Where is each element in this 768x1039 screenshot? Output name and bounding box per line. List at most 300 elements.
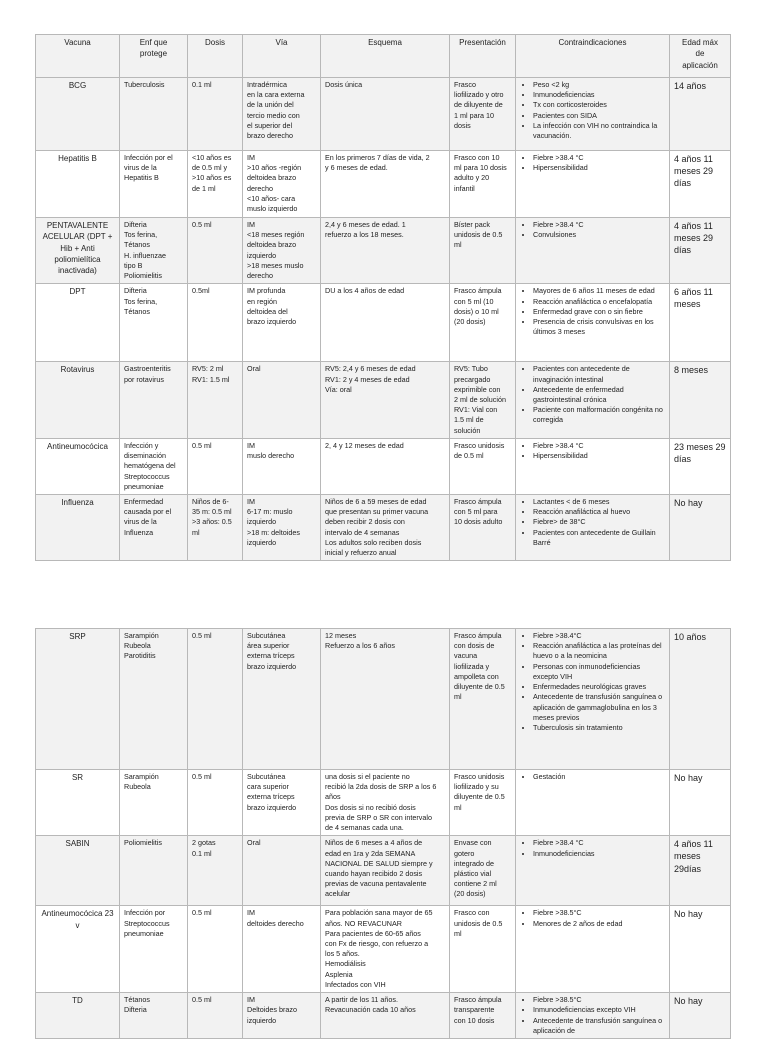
presentation-cell-line: Frasco ámpula: [454, 286, 502, 296]
disease-cell-line: Difteria: [124, 1005, 147, 1015]
presentation-cell-line: Frasco ámpula: [454, 631, 502, 640]
list-item: • Tx con corticosteroides: [533, 100, 665, 110]
route-cell-line: derecho: [247, 271, 273, 281]
schedule-cell: [321, 993, 450, 1039]
dose-cell-line: 0.5 ml: [192, 772, 212, 781]
contraindications-cell: [516, 836, 670, 906]
dose-cell-line: RV1: 1.5 ml: [192, 374, 230, 384]
disease-cell-line: Infección por: [124, 908, 166, 918]
schedule-cell-line: 2,4 y 6 meses de edad. 1: [325, 220, 406, 229]
disease-cell-line: Parotiditis: [124, 651, 156, 661]
schedule-cell-line: Para población sana mayor de 65: [325, 908, 433, 918]
list-item: • Gestación: [533, 772, 665, 782]
route-cell: [243, 362, 321, 439]
disease-cell-line: Rubeola: [124, 641, 151, 651]
route-cell: [243, 906, 321, 993]
presentation-cell-line: dosis) o 10 ml: [454, 306, 499, 316]
schedule-cell-line: En los primeros 7 días de vida, 2: [325, 153, 430, 162]
presentation-cell-line: de 0.5 ml: [454, 451, 484, 461]
presentation-cell-line: 10 dosis adulto: [454, 517, 503, 527]
schedule-cell-line: y 6 meses de edad.: [325, 163, 388, 173]
column-header: Presentación: [450, 35, 516, 78]
list-item: • Reacción anafiláctica o encefalopatía: [533, 297, 665, 307]
route-cell-line: izquierdo: [247, 537, 277, 547]
list-item: • Tuberculosis sin tratamiento: [533, 723, 665, 733]
route-cell-line: IM profunda: [247, 286, 286, 296]
disease-cell-line: Tos ferina,: [124, 296, 158, 306]
presentation-cell-line: contiene 2 ml: [454, 879, 497, 889]
route-cell-line: Oral: [247, 364, 261, 374]
route-cell-line: 6-17 m: muslo: [247, 507, 293, 517]
presentation-cell: [450, 78, 516, 151]
contraindications-cell: [516, 906, 670, 993]
table-2-body: [36, 629, 731, 1039]
list-item: • Hipersensibilidad: [533, 451, 665, 461]
column-header: Vía: [243, 35, 321, 78]
route-cell-line: izquierdo: [247, 517, 277, 527]
schedule-cell-line: previas de vacuna pentavalente: [325, 879, 427, 889]
disease-cell: [120, 836, 188, 906]
disease-cell-line: Tos ferina,: [124, 230, 158, 240]
table-row: [36, 770, 731, 836]
table-row: [36, 906, 731, 993]
route-cell: [243, 770, 321, 836]
contraindications-cell: [516, 494, 670, 560]
schedule-cell-line: Vía: oral: [325, 384, 352, 394]
schedule-cell: [321, 362, 450, 439]
disease-cell-line: virus de la: [124, 163, 157, 173]
list-item: • Enfermedad grave con o sin fiebre: [533, 307, 665, 317]
column-header: Enf que protege: [120, 35, 188, 78]
disease-cell-line: Gastroenteritis: [124, 364, 171, 374]
presentation-cell-line: ml: [454, 928, 462, 938]
vaccine-name: Rotavirus: [36, 362, 120, 439]
route-cell: [243, 629, 321, 770]
contraindications-cell: [516, 218, 670, 284]
dose-cell: [188, 906, 243, 993]
list-item: • Presencia de crisis convulsivas en los últimos 3 meses: [533, 317, 665, 337]
disease-cell-line: Difteria: [124, 286, 147, 296]
dose-cell-line: ml: [192, 527, 200, 537]
route-cell-line: muslo izquierdo: [247, 204, 298, 214]
contraindications-list: [520, 80, 665, 141]
route-cell: [243, 836, 321, 906]
schedule-cell-line: Refuerzo a los 6 años: [325, 641, 395, 651]
presentation-cell-line: dosis: [454, 120, 471, 130]
max-age-cell: No hay: [670, 906, 731, 993]
schedule-cell-line: DU a los 4 años de edad: [325, 286, 405, 296]
column-header: Edad máx de aplicación: [670, 35, 731, 78]
presentation-cell-line: exprimible con: [454, 384, 501, 394]
route-cell-line: externa tríceps: [247, 792, 295, 802]
schedule-cell-line: RV1: 2 y 4 meses de edad: [325, 374, 410, 384]
list-item: • Fiebre >38.4 °C: [533, 220, 665, 230]
schedule-cell-line: una dosis si el paciente no: [325, 772, 410, 781]
contraindications-list: [520, 497, 665, 548]
presentation-cell-line: Frasco unidosis: [454, 772, 505, 781]
schedule-cell-line: refuerzo a los 18 meses.: [325, 230, 404, 240]
presentation-cell-line: liofilizada y: [454, 661, 490, 671]
disease-cell-line: Infección por el: [124, 153, 173, 162]
list-item: • Fiebre >38.4 °C: [533, 838, 665, 848]
list-item: • Fiebre >38.5°C: [533, 908, 665, 918]
schedule-cell-line: Niños de 6 a 59 meses de edad: [325, 496, 427, 506]
presentation-cell-line: vacuna: [454, 651, 478, 661]
list-item: • Peso <2 kg: [533, 80, 665, 90]
table-row: [36, 78, 731, 151]
schedule-cell-line: recibió la 2da dosis de SRP a los 6: [325, 782, 437, 792]
route-cell: [243, 993, 321, 1039]
contraindications-list: [520, 772, 665, 782]
presentation-cell-line: Envase con: [454, 838, 492, 848]
presentation-cell-line: diluyente de 0.5: [454, 792, 505, 802]
schedule-cell-line: Revacunación cada 10 años: [325, 1005, 416, 1015]
max-age-cell: 4 años 11 meses 29 días: [670, 218, 731, 284]
presentation-cell-line: Frasco unidosis: [454, 440, 505, 450]
list-item: • Inmunodeficiencias: [533, 849, 665, 859]
presentation-cell-line: unidosis de 0.5: [454, 230, 503, 240]
presentation-cell-line: precargado: [454, 374, 491, 384]
vaccine-name: Antineumocócica 23 v: [36, 906, 120, 993]
presentation-cell-line: ampolleta con: [454, 671, 499, 681]
dose-cell: [188, 284, 243, 362]
dose-cell-line: 2 gotas: [192, 838, 216, 848]
presentation-cell-line: Frasco ámpula: [454, 496, 502, 506]
route-cell-line: de la unión del: [247, 100, 294, 110]
list-item: • Fiebre >38.4°C: [533, 631, 665, 641]
presentation-cell-line: Frasco con: [454, 908, 490, 918]
contraindications-list: [520, 364, 665, 425]
route-cell-line: brazo izquierdo: [247, 802, 297, 812]
list-item: • Reacción anafiláctica al huevo: [533, 507, 665, 517]
presentation-cell: [450, 836, 516, 906]
schedule-cell-line: intervalo de 4 semanas: [325, 527, 400, 537]
route-cell-line: Deltoides brazo: [247, 1005, 297, 1015]
vaccine-name: DPT: [36, 284, 120, 362]
dose-cell: [188, 770, 243, 836]
dose-cell-line: >3 años: 0.5: [192, 517, 232, 527]
disease-cell-line: Hepatitis B: [124, 173, 159, 183]
route-cell-line: >10 años -región: [247, 163, 302, 173]
schedule-cell-line: edad en 1ra y 2da SEMANA: [325, 848, 416, 858]
disease-cell: [120, 151, 188, 218]
route-cell-line: Subcutánea: [247, 631, 286, 640]
disease-cell-line: tipo B: [124, 260, 143, 270]
disease-cell-line: causada por el: [124, 507, 172, 517]
route-cell-line: IM: [247, 153, 255, 162]
schedule-cell-line: 12 meses: [325, 631, 357, 640]
presentation-cell: [450, 993, 516, 1039]
schedule-cell-line: Dos dosis si no recibió dosis: [325, 802, 416, 812]
schedule-cell-line: Dosis única: [325, 80, 363, 89]
presentation-cell-line: con 5 ml para: [454, 507, 498, 517]
dose-cell-line: 0.5 ml: [192, 908, 212, 918]
schedule-cell-line: A partir de los 11 años.: [325, 995, 398, 1005]
route-cell-line: deltoides derecho: [247, 918, 304, 928]
schedule-cell-line: con Fx de riesgo, con refuerzo a: [325, 938, 429, 948]
vaccine-name: Hepatitis B: [36, 151, 120, 218]
disease-cell-line: virus de la: [124, 517, 157, 527]
presentation-cell-line: de diluyente de: [454, 100, 503, 110]
route-cell-line: IM: [247, 220, 255, 229]
disease-cell: [120, 629, 188, 770]
schedule-cell-line: los 5 años.: [325, 949, 360, 959]
route-cell-line: en la cara externa: [247, 90, 305, 100]
disease-cell-line: pneumoniae: [124, 928, 164, 938]
schedule-cell-line: de 4 semanas cada una.: [325, 823, 404, 833]
dose-cell-line: 35 m: 0.5 ml: [192, 507, 232, 517]
disease-cell: [120, 906, 188, 993]
table-row: [36, 151, 731, 218]
schedule-cell: [321, 284, 450, 362]
disease-cell-line: pneumoniae: [124, 481, 164, 491]
dose-cell: [188, 629, 243, 770]
max-age-cell: 14 años: [670, 78, 731, 151]
disease-cell: [120, 770, 188, 836]
disease-cell-line: Sarampión: [124, 631, 159, 640]
route-cell-line: deltoidea brazo: [247, 240, 297, 250]
disease-cell-line: Tétanos: [124, 240, 150, 250]
header-row: [36, 35, 731, 78]
presentation-cell-line: con 5 ml (10: [454, 296, 494, 306]
schedule-cell-line: que presentan su primer vacuna: [325, 507, 429, 517]
table-row: [36, 629, 731, 770]
vaccine-name: SRP: [36, 629, 120, 770]
route-cell-line: Oral: [247, 838, 261, 848]
presentation-cell: [450, 770, 516, 836]
list-item: • Menores de 2 años de edad: [533, 919, 665, 929]
route-cell-line: Subcutánea: [247, 772, 286, 781]
presentation-cell-line: (20 dosis): [454, 889, 486, 899]
route-cell: [243, 284, 321, 362]
list-item: • Reacción anafiláctica a las proteínas del huevo o a la neomicina: [533, 641, 665, 661]
presentation-cell: [450, 438, 516, 494]
dose-cell: [188, 218, 243, 284]
disease-cell-line: Enfermedad: [124, 496, 164, 506]
route-cell-line: IM: [247, 496, 255, 506]
table-row: [36, 494, 731, 560]
max-age-cell: 23 meses 29 días: [670, 438, 731, 494]
dose-cell-line: 0.1 ml: [192, 80, 212, 89]
route-cell-line: deltoidea del: [247, 306, 288, 316]
route-cell-line: cara superior: [247, 782, 289, 792]
max-age-cell: 4 años 11 meses 29días: [670, 836, 731, 906]
schedule-cell: [321, 151, 450, 218]
vaccine-name: SABIN: [36, 836, 120, 906]
contraindications-list: [520, 908, 665, 928]
presentation-cell-line: integrado de: [454, 858, 494, 868]
dose-cell: [188, 993, 243, 1039]
presentation-cell-line: ml: [454, 692, 462, 702]
route-cell: [243, 78, 321, 151]
presentation-cell-line: Frasco: [454, 80, 476, 89]
schedule-cell-line: Los adultos solo reciben dosis: [325, 537, 422, 547]
list-item: • Antecedente de transfusión sanguínea o aplicación de: [533, 1016, 665, 1036]
schedule-cell-line: previa de SRP o SR con intervalo: [325, 812, 432, 822]
schedule-cell-line: cuando hayan recibido 2 dosis: [325, 868, 423, 878]
list-item: • Lactantes < de 6 meses: [533, 497, 665, 507]
schedule-cell: [321, 438, 450, 494]
disease-cell: [120, 993, 188, 1039]
disease-cell-line: diseminación: [124, 451, 166, 461]
dose-cell: [188, 78, 243, 151]
schedule-cell-line: años: [325, 792, 341, 802]
presentation-cell-line: Bíster pack: [454, 220, 490, 229]
dose-cell-line: 0.5 ml: [192, 631, 212, 640]
schedule-cell-line: acelular: [325, 889, 351, 899]
column-header: Contraindicaciones: [516, 35, 670, 78]
disease-cell-line: Infección y: [124, 440, 159, 450]
schedule-cell-line: Para pacientes de 60-65 años: [325, 928, 421, 938]
schedule-cell-line: NACIONAL DE SALUD siempre y: [325, 858, 433, 868]
schedule-cell: [321, 494, 450, 560]
max-age-cell: 6 años 11 meses: [670, 284, 731, 362]
presentation-cell-line: con dosis de: [454, 641, 495, 651]
route-cell-line: en región: [247, 296, 277, 306]
dose-cell-line: Niños de 6-: [192, 496, 229, 506]
presentation-cell-line: ml: [454, 240, 462, 250]
route-cell: [243, 218, 321, 284]
presentation-cell-line: ml: [454, 802, 462, 812]
presentation-cell-line: plástico vial: [454, 868, 492, 878]
contraindications-cell: [516, 993, 670, 1039]
disease-cell-line: Influenza: [124, 527, 154, 537]
route-cell-line: >18 meses muslo: [247, 260, 304, 270]
list-item: • Paciente con malformación congénita no corregida: [533, 405, 665, 425]
presentation-cell-line: 1 ml para 10: [454, 110, 494, 120]
disease-cell: [120, 494, 188, 560]
presentation-cell: [450, 629, 516, 770]
max-age-cell: No hay: [670, 993, 731, 1039]
presentation-cell-line: liofilizado y otro: [454, 90, 504, 100]
schedule-cell: [321, 906, 450, 993]
disease-cell-line: Tétanos: [124, 995, 150, 1005]
schedule-cell-line: Niños de 6 meses a 4 años de: [325, 838, 423, 848]
presentation-cell-line: RV5: Tubo: [454, 364, 488, 374]
route-cell-line: el superior del: [247, 120, 293, 130]
schedule-cell: [321, 836, 450, 906]
schedule-cell-line: RV5: 2,4 y 6 meses de edad: [325, 364, 416, 374]
route-cell-line: deltoidea brazo: [247, 173, 297, 183]
disease-cell-line: Rubeola: [124, 782, 151, 792]
contraindications-cell: [516, 770, 670, 836]
table-row: [36, 836, 731, 906]
schedule-cell-line: Hemodiálisis: [325, 959, 366, 969]
route-cell-line: área superior: [247, 641, 290, 651]
dose-cell: [188, 438, 243, 494]
route-cell-line: muslo derecho: [247, 451, 295, 461]
dose-cell-line: 0.5ml: [192, 286, 210, 296]
disease-cell-line: Tétanos: [124, 306, 150, 316]
contraindications-cell: [516, 151, 670, 218]
vaccine-name: Influenza: [36, 494, 120, 560]
route-cell-line: externa tríceps: [247, 651, 295, 661]
presentation-cell-line: unidosis de 0.5: [454, 918, 503, 928]
presentation-cell-line: transparente: [454, 1005, 495, 1015]
dose-cell-line: RV5: 2 ml: [192, 364, 224, 374]
schedule-cell-line: años. NO REVACUNAR: [325, 918, 402, 928]
vaccine-name: Antineumocócica: [36, 438, 120, 494]
vaccine-table-2: [35, 628, 731, 1039]
contraindications-cell: [516, 362, 670, 439]
disease-cell-line: Tuberculosis: [124, 80, 165, 89]
schedule-cell-line: Infectados con VIH: [325, 979, 386, 989]
presentation-cell-line: ml para 10 dosis: [454, 163, 507, 173]
presentation-cell-line: Frasco con 10: [454, 153, 500, 162]
max-age-cell: 8 meses: [670, 362, 731, 439]
dose-cell-line: 0.5 ml: [192, 220, 212, 229]
contraindications-list: [520, 220, 665, 240]
list-item: • La infección con VIH no contraindica la vacunación.: [533, 121, 665, 141]
route-cell: [243, 494, 321, 560]
table-1-body: [36, 78, 731, 561]
disease-cell-line: Streptococcus: [124, 471, 170, 481]
vaccine-name: SR: [36, 770, 120, 836]
column-header: Esquema: [321, 35, 450, 78]
schedule-cell: [321, 770, 450, 836]
disease-cell-line: Poliomielitis: [124, 838, 162, 848]
contraindications-cell: [516, 438, 670, 494]
schedule-cell: [321, 629, 450, 770]
table-row: [36, 218, 731, 284]
column-header: Vacuna: [36, 35, 120, 78]
schedule-cell-line: 2, 4 y 12 meses de edad: [325, 440, 404, 450]
dose-cell: [188, 362, 243, 439]
dose-cell-line: de 1 ml: [192, 183, 216, 193]
list-item: • Inmunodeficiencias excepto VIH: [533, 1005, 665, 1015]
disease-cell-line: Sarampión: [124, 772, 159, 781]
schedule-cell-line: deben recibir 2 dosis con: [325, 517, 405, 527]
route-cell-line: IM: [247, 995, 255, 1005]
vaccine-name: BCG: [36, 78, 120, 151]
presentation-cell-line: liofilizado y su: [454, 782, 499, 792]
vaccine-name: PENTAVALENTE ACELULAR (DPT + Hib + Anti poliomielítica inactivada): [36, 218, 120, 284]
list-item: • Fiebre >38.5°C: [533, 995, 665, 1005]
list-item: • Pacientes con antecedente de Guillain Barré: [533, 528, 665, 548]
route-cell: [243, 438, 321, 494]
route-cell: [243, 151, 321, 218]
schedule-cell-line: inicial y refuerzo anual: [325, 548, 397, 558]
contraindications-list: [520, 441, 665, 461]
contraindications-cell: [516, 284, 670, 362]
route-cell-line: izquierdo: [247, 1015, 277, 1025]
presentation-cell: [450, 362, 516, 439]
dose-cell-line: 0.5 ml: [192, 995, 212, 1005]
presentation-cell-line: 2 ml de solución: [454, 394, 506, 404]
presentation-cell: [450, 906, 516, 993]
route-cell-line: >18 m: deltoides: [247, 527, 300, 537]
list-item: • Fiebre >38.4 °C: [533, 441, 665, 451]
list-item: • Antecedente de enfermedad gastrointestinal crónica: [533, 385, 665, 405]
route-cell-line: Intradérmica: [247, 80, 287, 89]
route-cell-line: brazo izquierdo: [247, 316, 297, 326]
list-item: • Enfermedades neurológicas graves: [533, 682, 665, 692]
list-item: • Inmunodeficiencias: [533, 90, 665, 100]
disease-cell-line: H. influenzae: [124, 250, 166, 260]
route-cell-line: brazo izquierdo: [247, 661, 297, 671]
disease-cell: [120, 362, 188, 439]
route-cell-line: tercio medio con: [247, 110, 300, 120]
contraindications-list: [520, 838, 665, 858]
route-cell-line: brazo derecho: [247, 131, 293, 141]
presentation-cell-line: gotero: [454, 848, 475, 858]
route-cell-line: IM: [247, 440, 255, 450]
vaccine-table-1: [35, 34, 731, 561]
contraindications-list: [520, 153, 665, 173]
dose-cell-line: 0.1 ml: [192, 848, 212, 858]
disease-cell-line: por rotavirus: [124, 374, 164, 384]
list-item: • Antecedente de transfusión sanguínea o aplicación de gammaglobulina en los 3 meses previos: [533, 692, 665, 723]
